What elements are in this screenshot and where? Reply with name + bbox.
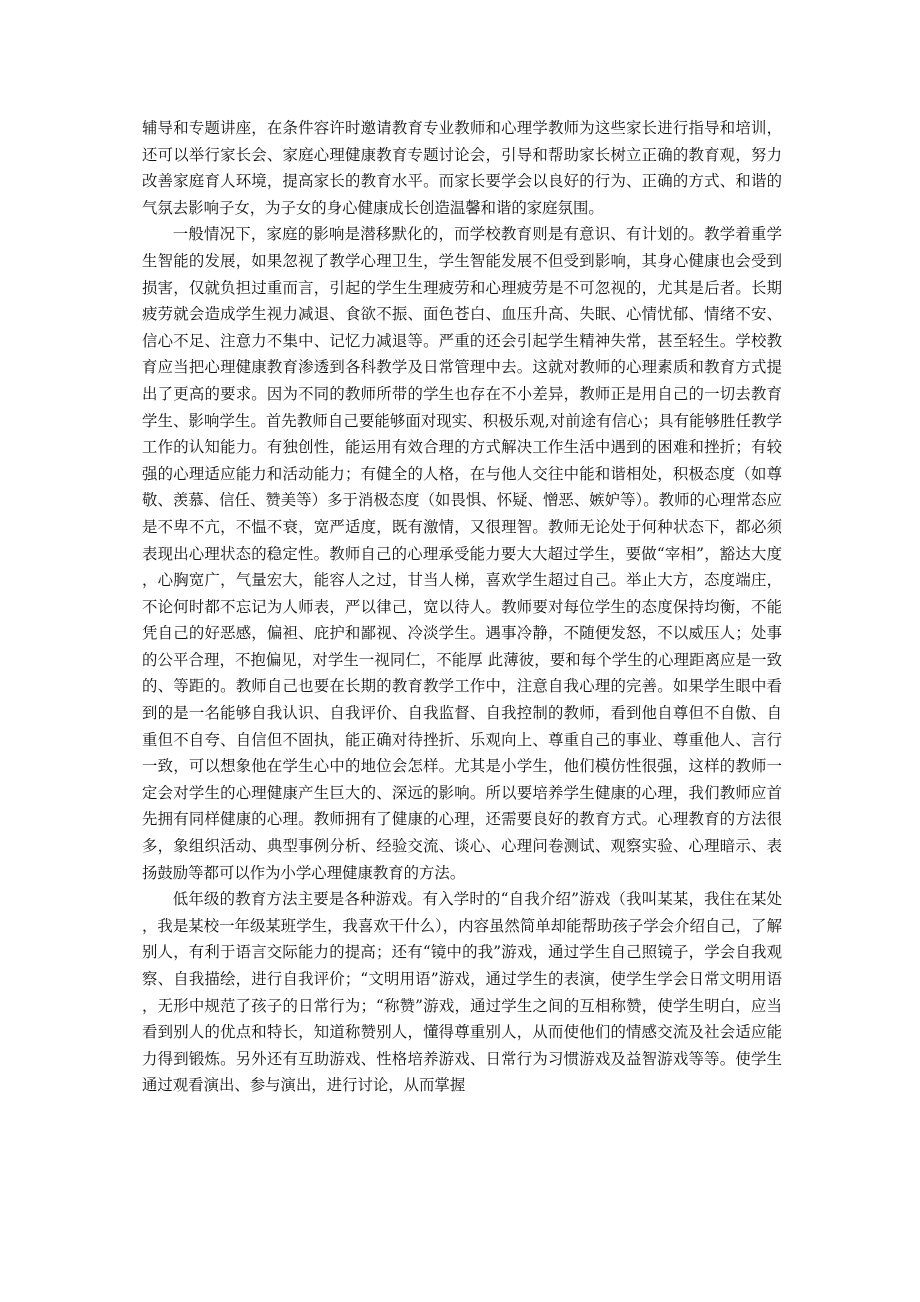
paragraph-continuation: 辅导和专题讲座，在条件容许时邀请教育专业教师和心理学教师为这些家长进行指导和培训，还可以举行家长会、家庭心理健康教育专题讨论会，引导和帮助家长树立正确的教育观，努力改善家庭育人环境，提高家长的教育水平。而家长要学会以良好的行为、正确的方式、和谐的气氛去影响子女，为子女的身心健康成长创造温馨和谐的家庭氛围。 — [142, 119, 782, 217]
paragraph-lower-grade-games: 低年级的教育方法主要是各种游戏。有入学时的“自我介绍”游戏（我叫某某，我住在某处，我是某校一年级某班学生，我喜欢干什么），内容虽然简单却能帮助孩子学会介绍自己，了解别人，有利于语言交际能力的提高；还有“镜中的我”游戏，通过学生自己照镜子，学会自我观察、自我描绘，进行自我评价；“文明用语”游戏，通过学生的表演，使学生学会日常文明用语，无形中规范了孩子的日常行为；“称赞”游戏，通过学生之间的互相称赞，使学生明白，应当看到别人的优点和特长，知道称赞别人，懂得尊重别人，从而使他们的情感交流及社会适应能力得到锻炼。另外还有互助游戏、性格培养游戏、日常行为习惯游戏及益智游戏等等。使学生通过观看演出、参与演出，进行讨论，从而掌握 — [142, 890, 782, 1095]
document-page — [142, 115, 782, 1099]
paragraph-school-education: 一般情况下，家庭的影响是潜移默化的，而学校教育则是有意识、有计划的。教学着重学生智能的发展，如果忽视了教学心理卫生，学生智能发展不但受到影响，其身心健康也会受到损害，仅就负担过重而言，引起的学生生理疲劳和心理疲劳是不可忽视的，尤其是后者。长期疲劳就会造成学生视力减退、食欲不振、面色苍白、血压升高、失眠、心情忧郁、情绪不安、信心不足、注意力不集中、记忆力减退等。严重的还会引起学生精神失常，甚至轻生。学校教育应当把心理健康教育渗透到各科教学及日常管理中去。这就对教师的心理素质和教育方式提出了更高的要求。因为不同的教师所带的学生也存在不小差异，教师正是用自己的一切去教育学生、影响学生。首先教师自己要能够面对现实、积极乐观,对前途有信心；具有能够胜任教学工作的认知能力。有独创性，能运用有效合理的方式解决工作生活中遇到的困难和挫折；有较强的心理适应能力和活动能力；有健全的人格，在与他人交往中能和谐相处，积极态度（如尊敬、羡慕、信任、赞美等）多于消极态度（如畏惧、怀疑、憎恶、嫉妒等）。教师的心理常态应是不卑不亢，不愠不衰，宽严适度，既有激情，又很理智。教师无论处于何种状态下，都必须表现出心理状态的稳定性。教师自己的心理承受能力要大大超过学生，要做“宰相”，豁达大度，心胸宽广，气量宏大，能容人之过，甘当人梯，喜欢学生超过自己。举止大方，态度端庄，不论何时都不忘记为人师表，严以律己，宽以待人。教师要对每位学生的态度保持均衡，不能凭自己的好恶感，偏袒、庇护和鄙视、冷淡学生。遇事冷静，不随便发怒，不以威压人；处事的公平合理，不抱偏见，对学生一视同仁，不能厚 此薄彼，要和每个学生的心理距离应是一致的、等距的。教师自己也要在长期的教育教学工作中，注意自我心理的完善。如果学生眼中看到的是一名能够自我认识、自我评价、自我监督、自我控制的教师，看到他自尊但不自傲、自重但不自夸、自信但不固执，能正确对待挫折、乐观向上、尊重自己的事业、尊重他人、言行一致，可以想象他在学生心中的地位会怎样。尤其是小学生，他们模仿性很强，这样的教师一定会对学生的心理健康产生巨大的、深远的影响。所以要培养学生健康的心理，我们教师应首先拥有同样健康的心理。教师拥有了健康的心理，还需要良好的教育方式。心理教育的方法很多，象组织活动、典型事例分析、经验交流、谈心、心理问卷测试、观察实验、心理暗示、表扬鼓励等都可以作为小学心理健康教育的方法。 — [142, 225, 782, 882]
